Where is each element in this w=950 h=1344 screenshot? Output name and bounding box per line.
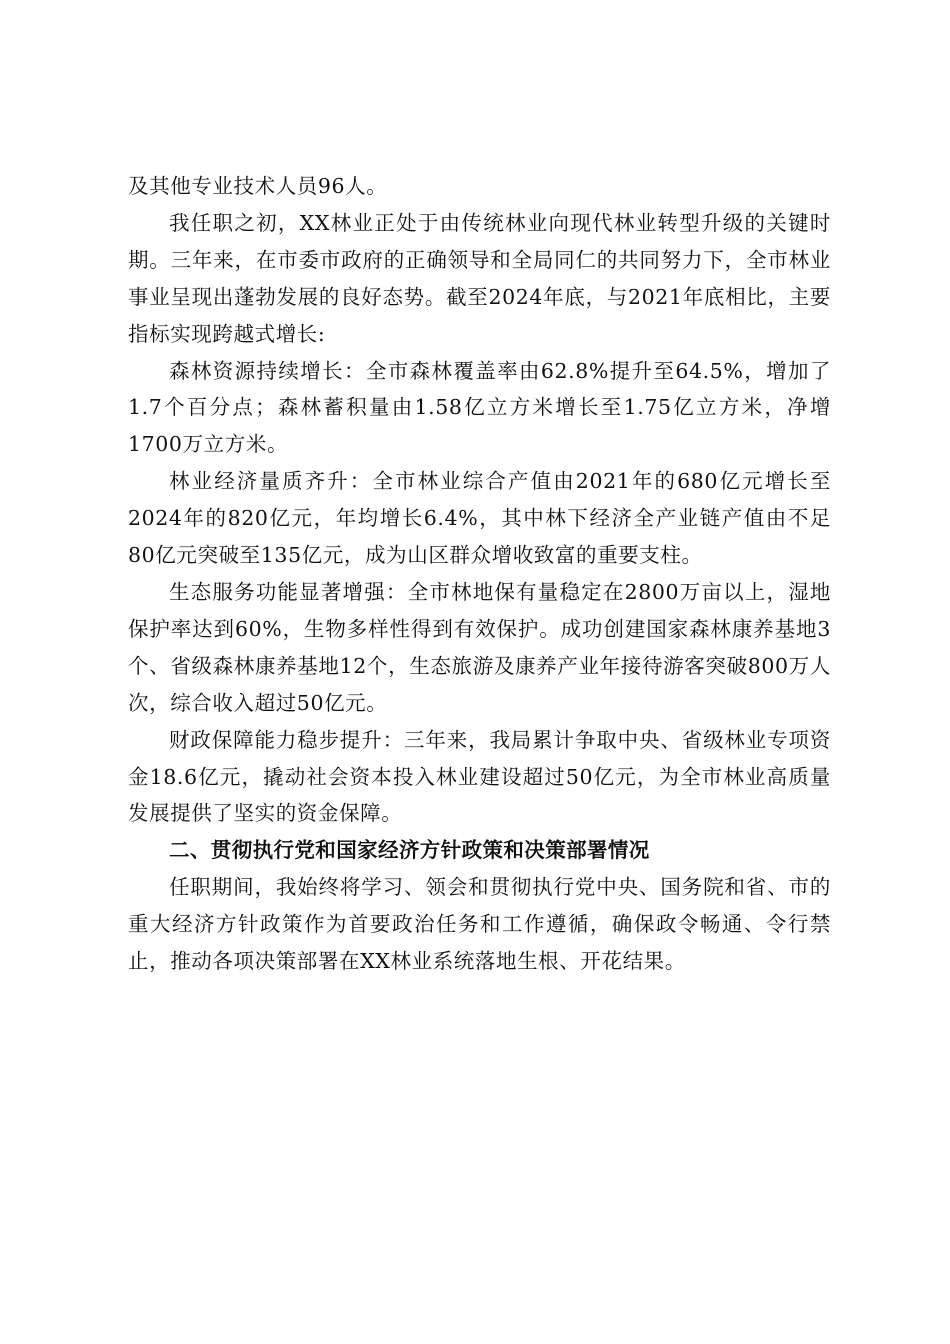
paragraph-forestry-economy: 林业经济量质齐升：全市林业综合产值由2021年的680亿元增长至2024年的820亿元，年均增长6.4%，其中林下经济全产业链产值由不足80亿元突破至135亿元，成为山区群众增收致富的重要支柱。	[128, 469, 831, 568]
paragraph-forest-resources: 森林资源持续增长：全市森林覆盖率由62.8%提升至64.5%，增加了1.7个百分点；森林蓄积量由1.58亿立方米增长至1.75亿立方米，净增1700万立方米。	[128, 358, 831, 457]
paragraph-tenure-overview: 我任职之初，XX林业正处于由传统林业向现代林业转型升级的关键时期。三年来，在市委市政府的正确领导和全局同仁的共同努力下，全市林业事业呈现出蓬勃发展的良好态势。截至2024年底，与2021年底相比，主要指标实现跨越式增长:	[128, 210, 831, 346]
section-heading-2: 二、贯彻执行党和国家经济方针政策和决策部署情况	[169, 838, 650, 863]
document-page	[128, 168, 831, 980]
paragraph-policy-implementation: 任职期间，我始终将学习、领会和贯彻执行党中央、国务院和省、市的重大经济方针政策作为首要政治任务和工作遵循，确保政令畅通、令行禁止，推动各项决策部署在XX林业系统落地生根、开花结果。	[128, 875, 831, 974]
paragraph-ecological-services: 生态服务功能显著增强：全市林地保有量稳定在2800万亩以上，湿地保护率达到60%，生物多样性得到有效保护。成功创建国家森林康养基地3个、省级森林康养基地12个，生态旅游及康养产业年接待游客突破800万人次，综合收入超过50亿元。	[128, 579, 831, 715]
paragraph-fiscal-support: 财政保障能力稳步提升：三年来，我局累计争取中央、省级林业专项资金18.6亿元，撬动社会资本投入林业建设超过50亿元，为全市林业高质量发展提供了坚实的资金保障。	[128, 727, 831, 826]
paragraph-continuation: 及其他专业技术人员96人。	[128, 174, 388, 198]
